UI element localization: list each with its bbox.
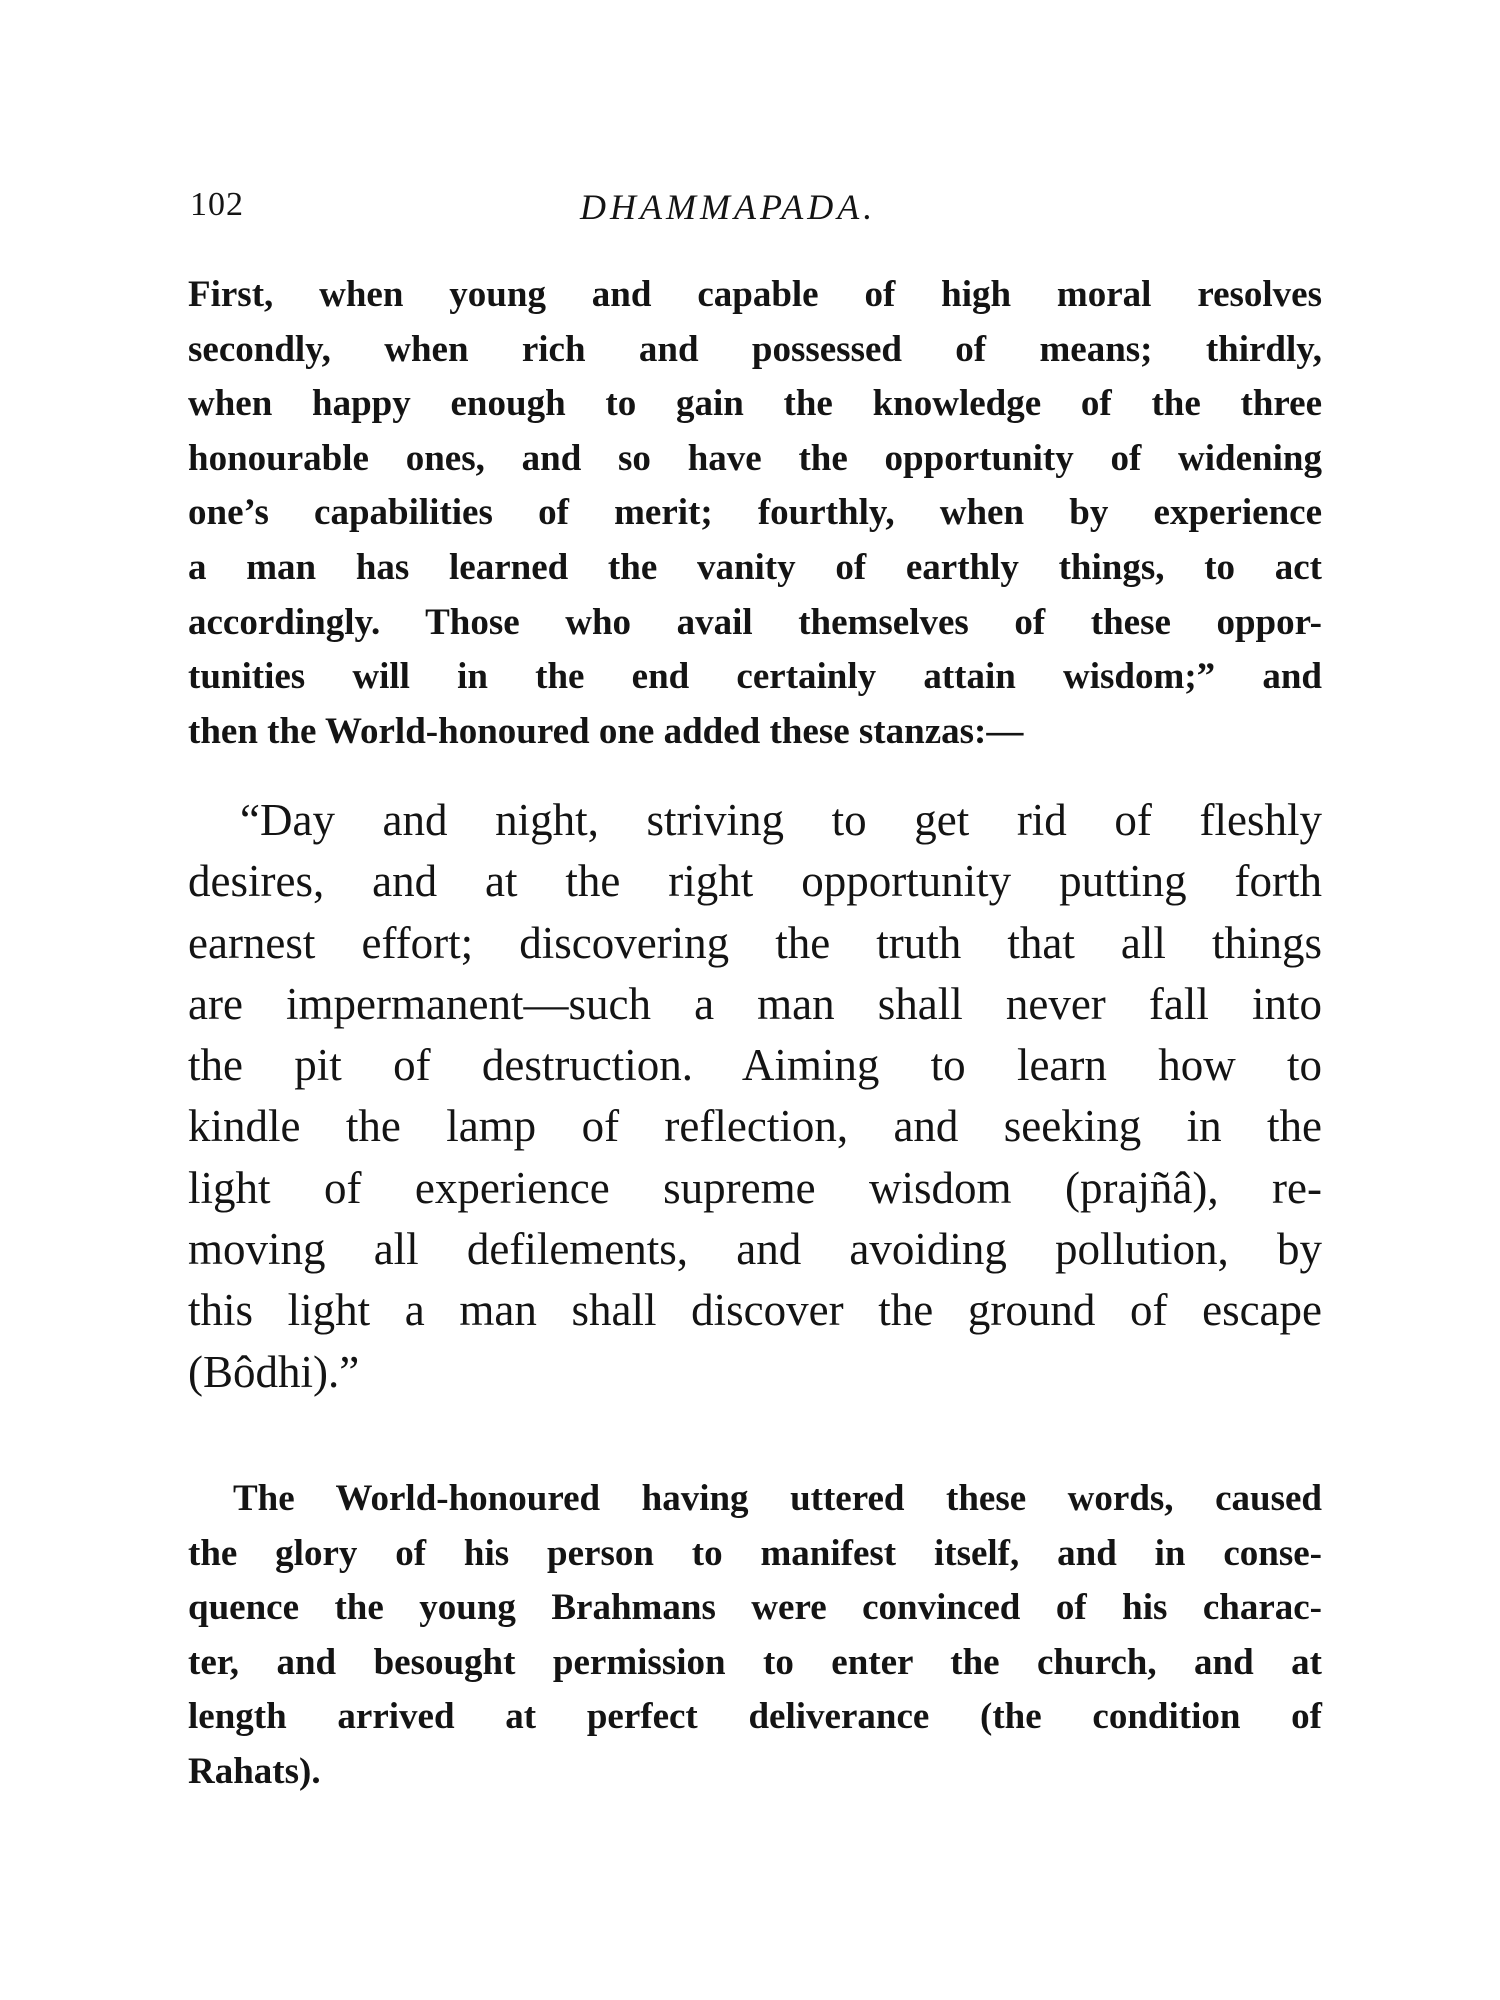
text-line: tunities will in the end certainly attain wisdom;” and xyxy=(188,656,1322,698)
text-line: one’s capabilities of merit; fourthly, when by experience xyxy=(188,492,1322,534)
verse-line: kindle the lamp of reflection, and seeking in the xyxy=(188,1101,1322,1152)
verse-line: earnest effort; discovering the truth that all things xyxy=(188,917,1322,968)
text-line: length arrived at perfect deliverance (the condition of xyxy=(188,1696,1322,1737)
verse-line: are impermanent—such a man shall never fall into xyxy=(188,978,1322,1029)
text-line: when happy enough to gain the knowledge of the three xyxy=(188,383,1322,425)
text-line: honourable ones, and so have the opportunity of widening xyxy=(188,437,1322,479)
page-header xyxy=(190,186,1320,246)
text-line: accordingly. Those who avail themselves of these oppor- xyxy=(188,601,1322,643)
text-line: First, when young and capable of high moral resolves xyxy=(188,274,1322,315)
text-line: then the World-honoured one added these stanzas:— xyxy=(188,710,1024,752)
text-line: The World-honoured having uttered these words, caused xyxy=(233,1478,1322,1519)
verse-stanza xyxy=(188,790,1322,1403)
text-line: secondly, when rich and possessed of means; thirdly, xyxy=(188,328,1322,370)
verse-line: “Day and night, striving to get rid of fleshly xyxy=(240,795,1322,845)
verse-line: (Bôdhi).” xyxy=(188,1346,360,1397)
verse-line: this light a man shall discover the ground of escape xyxy=(188,1285,1322,1336)
verse-line: light of experience supreme wisdom (prajñâ), re- xyxy=(188,1162,1322,1213)
text-line: Rahats). xyxy=(188,1750,321,1792)
page-number: 102 xyxy=(190,186,244,223)
prose-paragraph-2 xyxy=(188,1472,1322,1799)
prose-paragraph-1 xyxy=(188,268,1322,759)
verse-line: moving all defilements, and avoiding pollution, by xyxy=(188,1224,1322,1275)
text-line: quence the young Brahmans were convinced of his charac- xyxy=(188,1587,1322,1628)
verse-line: the pit of destruction. Aiming to learn how to xyxy=(188,1040,1322,1091)
verse-line: desires, and at the right opportunity putting forth xyxy=(188,856,1322,907)
running-title: DHAMMAPADA. xyxy=(580,187,877,227)
text-line: a man has learned the vanity of earthly things, to act xyxy=(188,546,1322,588)
text-line: the glory of his person to manifest itself, and in conse- xyxy=(188,1532,1322,1574)
text-line: ter, and besought permission to enter the church, and at xyxy=(188,1641,1322,1683)
